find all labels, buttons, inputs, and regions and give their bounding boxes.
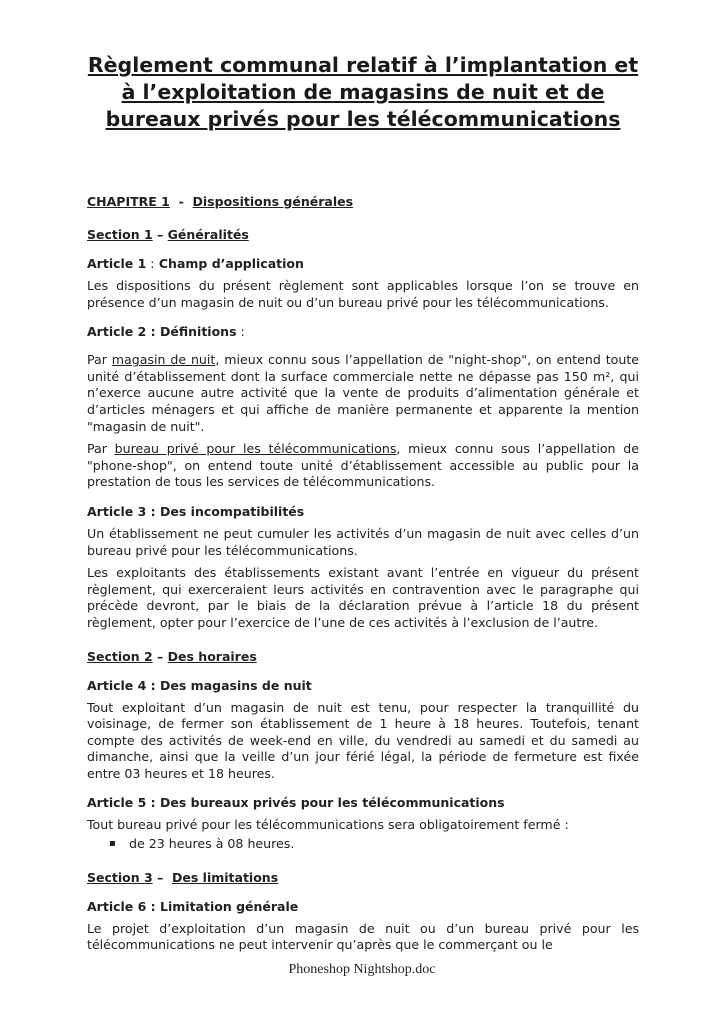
section-label: Section 1 xyxy=(87,227,153,242)
article-heading xyxy=(87,323,639,340)
bullet-list xyxy=(87,836,639,853)
article-colon: : xyxy=(146,256,155,271)
paragraph: Un établissement ne peut cumuler les activités d’un magasin de nuit avec celles d’un bureau privé pour les télécommunications. xyxy=(87,525,639,558)
paragraph: Tout bureau privé pour les télécommunications sera obligatoirement fermé : xyxy=(87,817,569,833)
paragraph: Les exploitants des établissements existant avant l’entrée en vigueur du présent règlement, qui exerceraient leurs activités en contravention avec le paragraphe qui précède devront, par le biais de la déclaration prévue à l’article 18 du présent règlement, opter pour l’exercice de l’une de ces activités à l’exclusion de l’autre. xyxy=(87,565,639,630)
article-heading xyxy=(87,255,639,272)
section-heading xyxy=(87,869,639,886)
section-heading xyxy=(87,226,639,243)
section-separator: – xyxy=(157,227,164,242)
text-run: , mieux connu sous l’appellation de "night-shop", on entend toute unité d’établissement dont la surface commerciale nette ne dépasse pas 150 m², qui n’exerce aucune autre activité que la vente de produits d’alimentation générale et d’articles ménagers et qui affiche de manière permanente et apparente la mention "magasin de nuit". xyxy=(87,352,640,434)
section-label: Section 3 xyxy=(87,869,153,885)
text-run: Par xyxy=(87,441,115,457)
section-label: Section 2 xyxy=(87,648,153,664)
text-run: Par xyxy=(87,352,112,368)
defined-term: bureau privé pour les télécommunications xyxy=(114,441,397,457)
chapter-separator: - xyxy=(178,194,184,209)
article-heading: Article 5 : Des bureaux privés pour les télécommunications xyxy=(87,795,505,811)
page-footer: Phoneshop Nightshop.doc xyxy=(288,962,436,977)
paragraph: Le projet d’exploitation d’un magasin de nuit ou d’un bureau privé pour les télécommunications ne peut intervenir qu’après que le commerçant ou le xyxy=(87,920,639,953)
article-heading: Article 3 : Des incompatibilités xyxy=(87,503,305,519)
chapter-heading xyxy=(87,193,639,210)
section-name: Généralités xyxy=(167,227,249,242)
article-heading: Article 6 : Limitation générale xyxy=(87,898,299,914)
document-page xyxy=(87,52,639,954)
paragraph xyxy=(87,441,639,491)
article-heading: Article 4 : Des magasins de nuit xyxy=(87,677,312,693)
paragraph: Tout exploitant d’un magasin de nuit est tenu, pour respecter la tranquillité du voisinage, de fermer son établissement de 1 heure à 18 heures. Toutefois, tenant compte des activités de week-end en ville, du vendredi au samedi et du samedi au dimanche, ainsi que la veille d’un jour férié légal, la période de fermeture est fixée entre 03 heures et 18 heures. xyxy=(87,699,639,781)
paragraph xyxy=(87,352,639,435)
article-title-suffix: : xyxy=(236,324,245,340)
section-heading xyxy=(87,648,639,665)
chapter-name: Dispositions générales xyxy=(192,194,354,209)
defined-term: magasin de nuit xyxy=(111,352,216,368)
article-name: Champ d’application xyxy=(154,256,304,271)
document-title: Règlement communal relatif à l’implantation et à l’exploitation de magasins de nuit et de bureaux privés pour les télécommunications xyxy=(87,53,639,131)
article-title: Article 2 : Définitions xyxy=(87,324,237,340)
section-name: Des horaires xyxy=(167,648,257,664)
list-item: ▪ de 23 heures à 08 heures. xyxy=(109,836,639,853)
section-separator: – xyxy=(157,648,164,664)
article-number: Article 1 xyxy=(87,256,147,271)
section-name: Des limitations xyxy=(172,869,279,885)
text-run: , mieux connu sous l’appellation de "phone-shop", on entend toute unité d’établissement accessible au public pour la prestation de tous les services de télécommunications. xyxy=(87,441,639,490)
chapter-label: CHAPITRE 1 xyxy=(87,194,170,209)
section-separator: – xyxy=(157,869,164,885)
paragraph: Les dispositions du présent règlement sont applicables lorsque l’on se trouve en présence d’un magasin de nuit ou d’un bureau privé pour les télécommunications. xyxy=(87,278,639,310)
